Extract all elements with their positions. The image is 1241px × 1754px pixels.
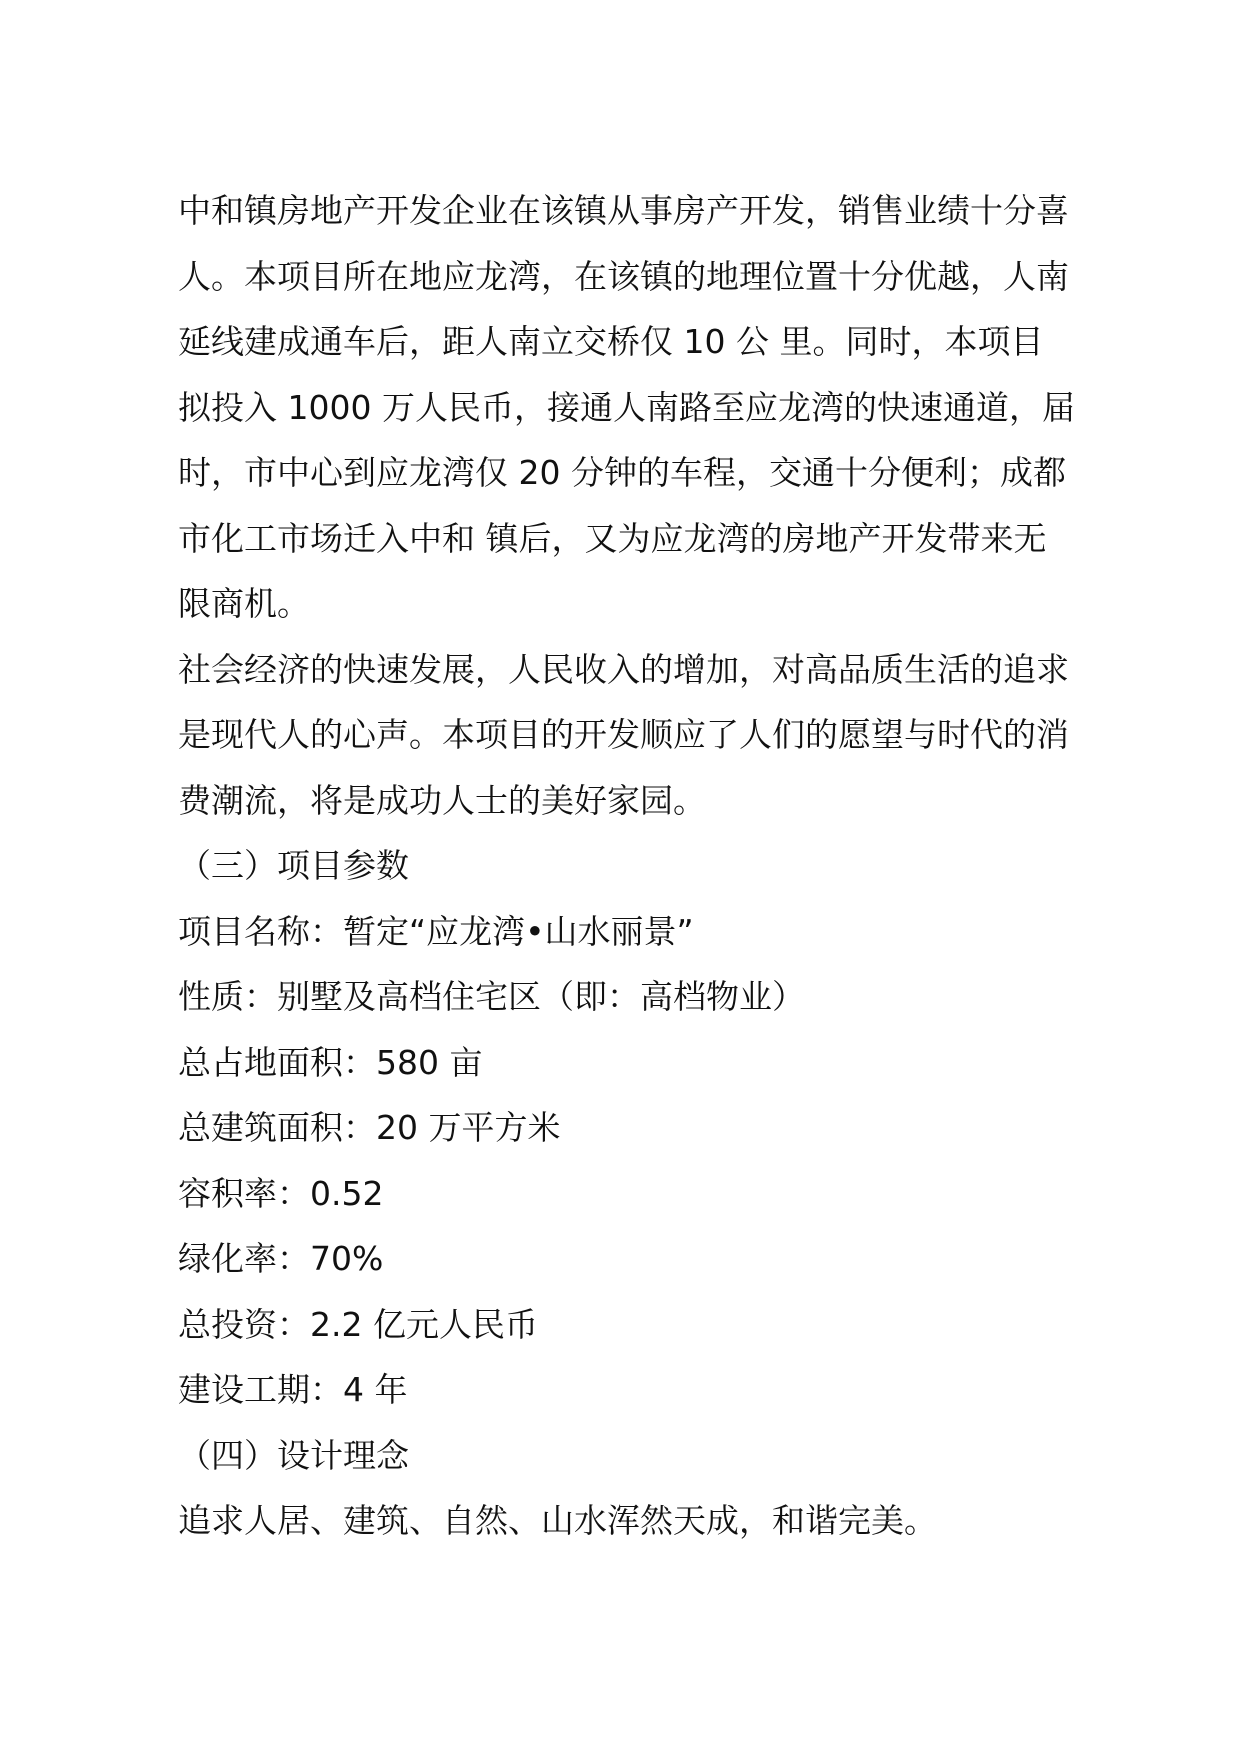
param-construction-period: 建设工期：4 年 bbox=[178, 1370, 408, 1409]
paragraph-line: 时，市中心到应龙湾仅 20 分钟的车程，交通十分便利；成都 bbox=[178, 453, 1066, 492]
paragraph-line: 费潮流，将是成功人士的美好家园。 bbox=[178, 780, 706, 820]
paragraph-line: 人。本项目所在地应龙湾，在该镇的地理位置十分优越，人南 bbox=[178, 256, 1069, 296]
paragraph-line: 是现代人的心声。本项目的开发顺应了人们的愿望与时代的消 bbox=[178, 715, 1069, 754]
section-heading-design-concept: （四）设计理念 bbox=[178, 1435, 409, 1475]
param-project-name: 项目名称：暂定“应龙湾•山水丽景” bbox=[178, 911, 694, 951]
paragraph-line: 延线建成通车后，距人南立交桥仅 10 公 里。同时，本项目 bbox=[178, 322, 1044, 361]
param-green-ratio: 绿化率：70% bbox=[178, 1239, 384, 1278]
param-plot-ratio: 容积率：0.52 bbox=[178, 1173, 384, 1213]
paragraph-line: 社会经济的快速发展，人民收入的增加，对高品质生活的追求 bbox=[178, 649, 1069, 689]
paragraph-line: 中和镇房地产开发企业在该镇从事房产开发，销售业绩十分喜 bbox=[178, 191, 1069, 230]
intro-paragraph bbox=[178, 178, 1078, 637]
param-nature: 性质：别墅及高档住宅区（即：高档物业） bbox=[178, 977, 805, 1016]
document-page bbox=[178, 178, 1078, 1554]
design-concept-text: 追求人居、建筑、自然、山水浑然天成，和谐完美。 bbox=[178, 1501, 937, 1540]
development-paragraph bbox=[178, 637, 1078, 834]
project-parameters-list bbox=[178, 899, 1078, 1423]
param-total-floor-area: 总建筑面积：20 万平方米 bbox=[178, 1108, 561, 1147]
paragraph-line: 拟投入 1000 万人民币，接通人南路至应龙湾的快速通道，届 bbox=[178, 387, 1075, 427]
paragraph-line: 限商机。 bbox=[178, 584, 310, 623]
paragraph-line: 市化工市场迁入中和 镇后，又为应龙湾的房地产开发带来无 bbox=[178, 518, 1047, 558]
param-total-investment: 总投资：2.2 亿元人民币 bbox=[178, 1304, 538, 1344]
section-heading-parameters: （三）项目参数 bbox=[178, 846, 409, 885]
param-total-land-area: 总占地面积：580 亩 bbox=[178, 1042, 483, 1082]
